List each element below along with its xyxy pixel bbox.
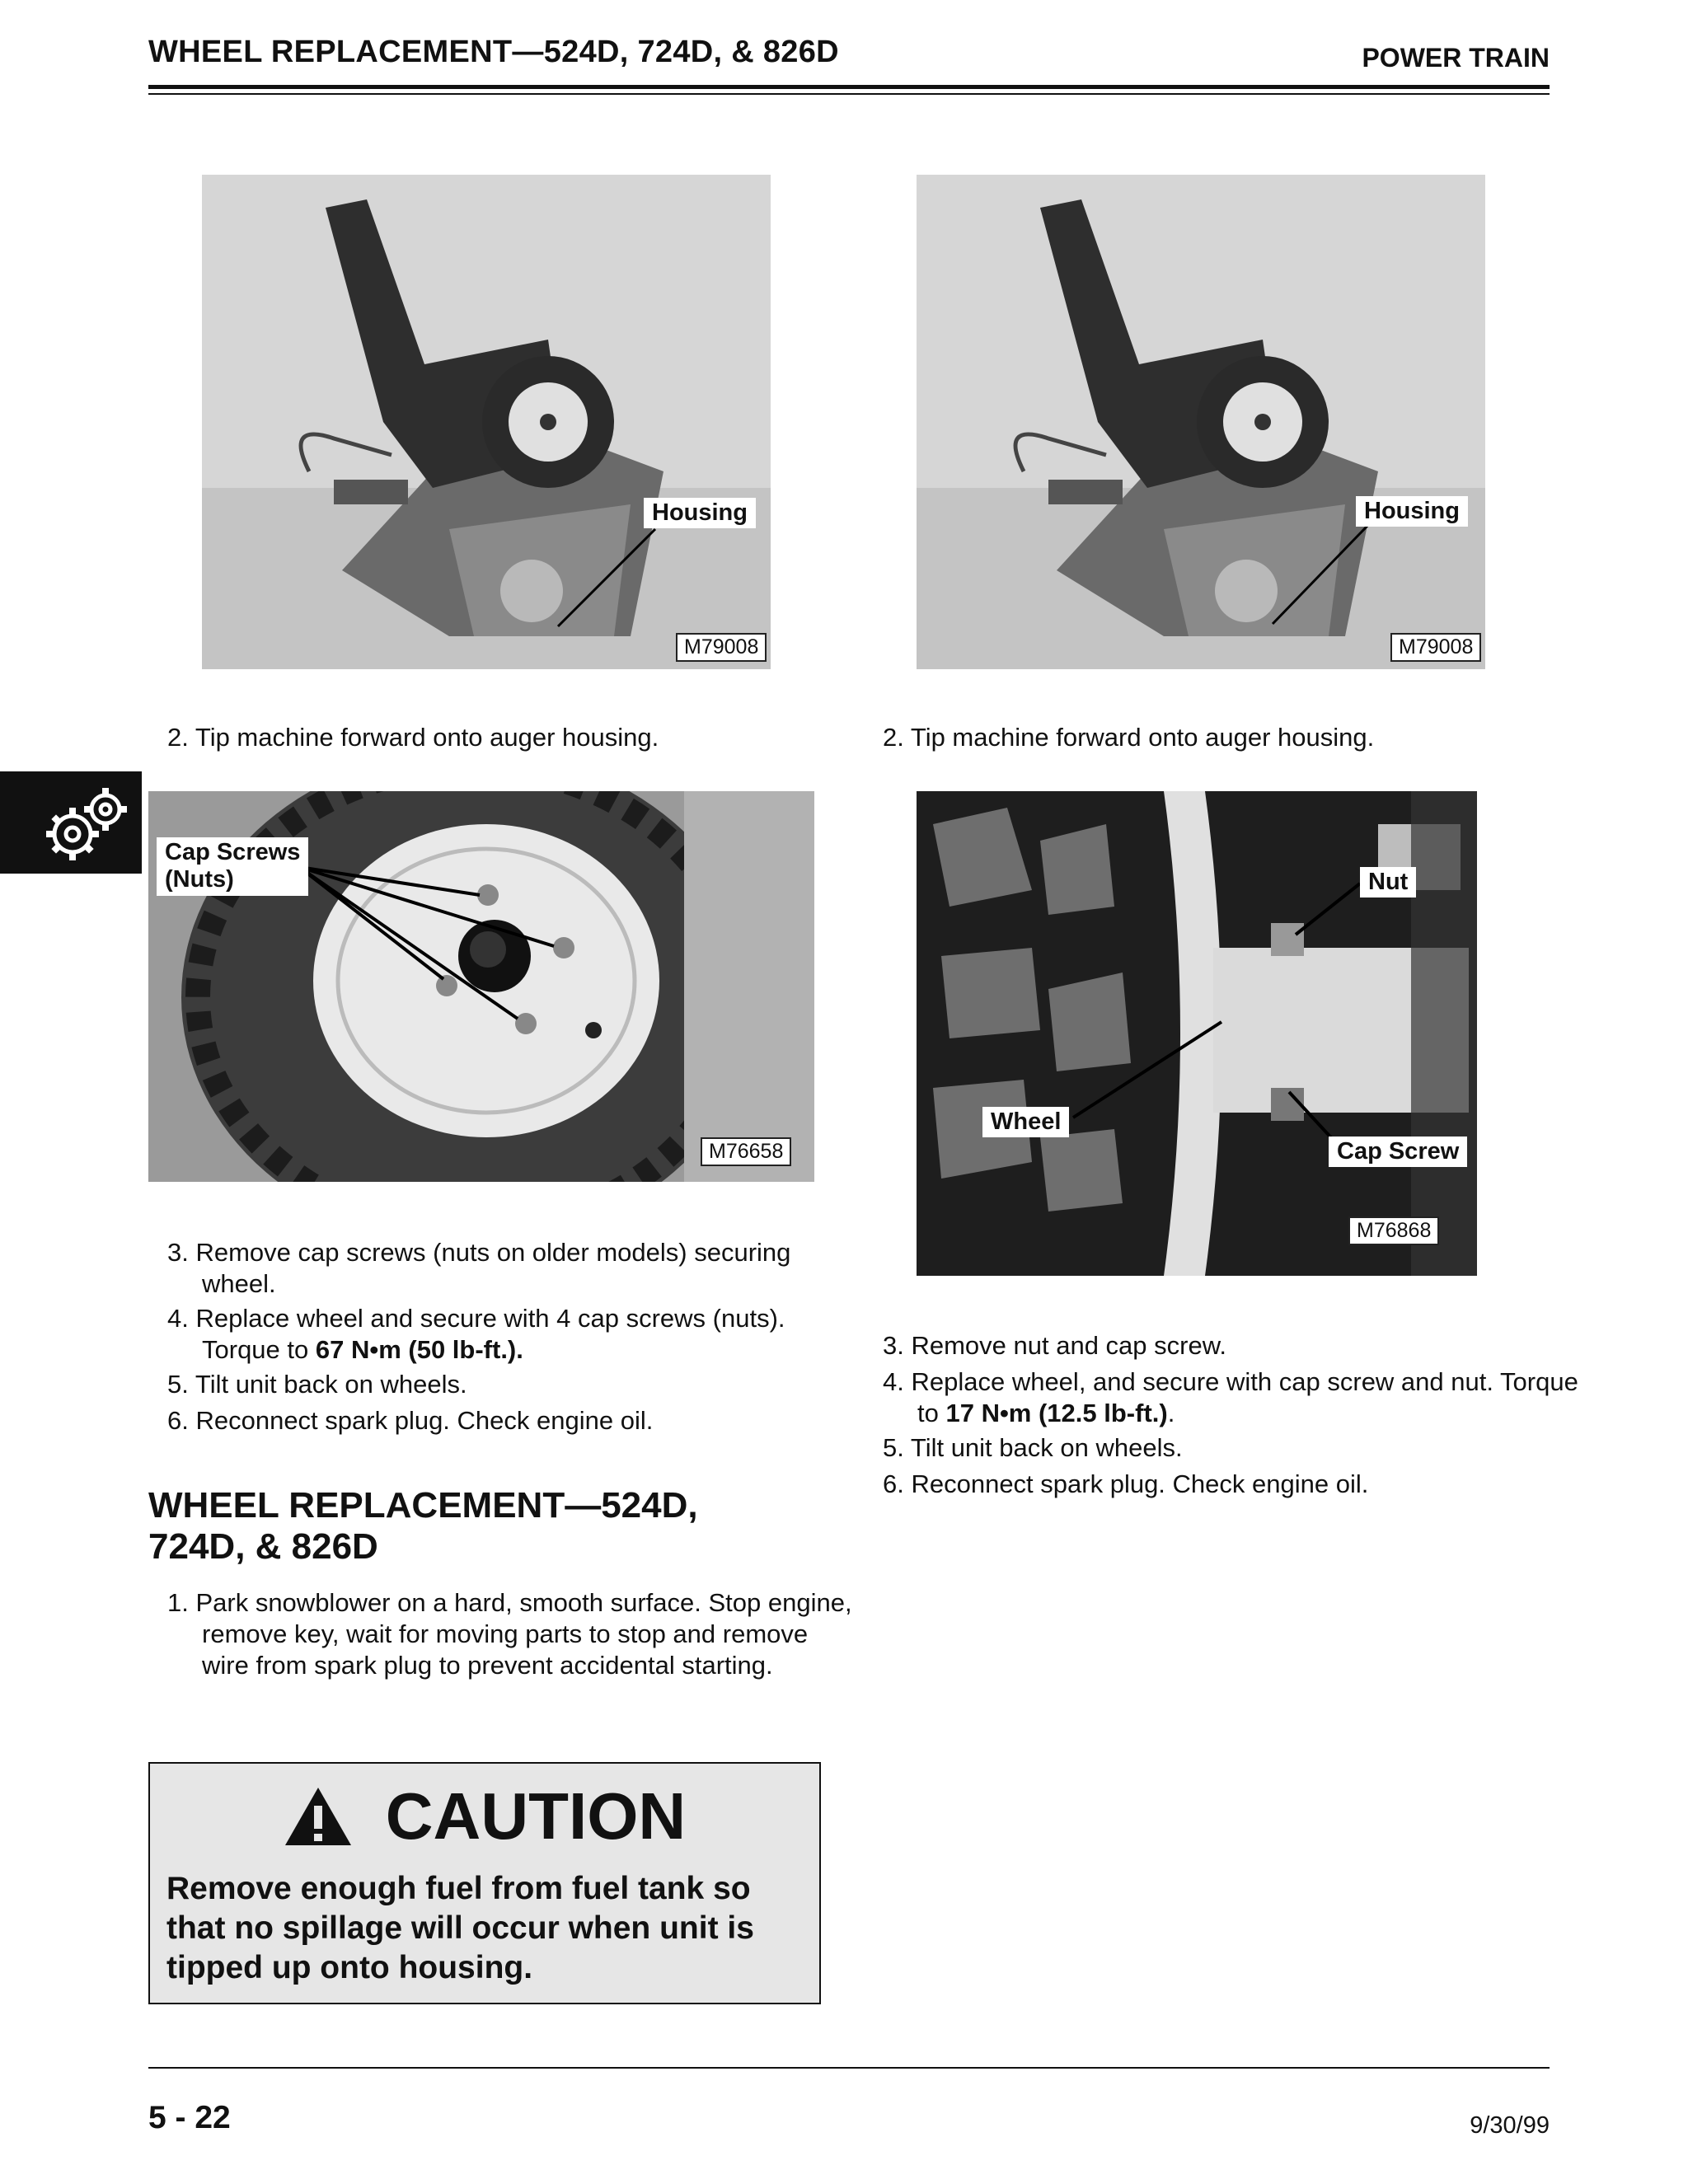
section2-step-1: 1. Park snowblower on a hard, smooth surface. Stop engine, remove key, wait for moving parts to stop and remove wire from spark plug to prevent accidental starting.	[167, 1588, 852, 1680]
page-date: 9/30/99	[1470, 2112, 1550, 2139]
left-step-6: 6. Reconnect spark plug. Check engine oil.	[167, 1406, 654, 1435]
caution-box	[148, 1762, 821, 2004]
figure-id: M79008	[1390, 633, 1481, 662]
header-rule	[148, 85, 1550, 89]
gears-icon	[0, 771, 142, 874]
section-tab	[0, 771, 142, 874]
callout-housing: Housing	[644, 498, 756, 528]
right-step-5: 5. Tilt unit back on wheels.	[883, 1433, 1183, 1462]
right-step-6: 6. Reconnect spark plug. Check engine oil.	[883, 1469, 1369, 1498]
left-step-3: 3. Remove cap screws (nuts on older models) securing wheel.	[167, 1238, 791, 1298]
photo-wheel-cap-screws	[148, 791, 814, 1182]
caution-text: Remove enough fuel from fuel tank so that no spillage will occur when unit is tipped up onto housing.	[166, 1871, 754, 1985]
figure-id: M76868	[1348, 1216, 1439, 1245]
callout-nut: Nut	[1360, 867, 1416, 898]
caution-heading: CAUTION	[150, 1774, 819, 1854]
right-step-3: 3. Remove nut and cap screw.	[883, 1331, 1227, 1360]
left-step-5: 5. Tilt unit back on wheels.	[167, 1370, 467, 1399]
figure-id: M79008	[676, 633, 767, 662]
left-step-2: 2. Tip machine forward onto auger housing.	[167, 723, 659, 752]
section-heading: WHEEL REPLACEMENT—524D, 724D, & 826D	[148, 1485, 698, 1567]
photo-wheel-nut-cap-screw	[917, 791, 1477, 1276]
left-step-4: 4. Replace wheel and secure with 4 cap screws (nuts). Torque to 67 N•m (50 lb-ft.).	[167, 1304, 785, 1364]
photo-snowblower-tipped-left	[202, 175, 771, 669]
callout-wheel: Wheel	[982, 1107, 1069, 1137]
header-rule-thin	[148, 93, 1550, 95]
figure-id: M76658	[701, 1137, 791, 1166]
page-number: 5 - 22	[148, 2100, 231, 2135]
callout-cap-screws: Cap Screws (Nuts)	[157, 837, 308, 896]
callout-housing: Housing	[1356, 496, 1468, 527]
section-title: POWER TRAIN	[1362, 43, 1550, 73]
right-step-4: 4. Replace wheel, and secure with cap screw and nut. Torque to 17 N•m (12.5 lb-ft.).	[883, 1367, 1578, 1427]
right-step-2: 2. Tip machine forward onto auger housing.	[883, 723, 1375, 752]
photo-snowblower-tipped-right	[917, 175, 1485, 669]
warning-icon	[284, 1784, 353, 1849]
callout-cap-screw: Cap Screw	[1329, 1137, 1467, 1167]
footer-rule	[148, 2067, 1550, 2069]
page-title: WHEEL REPLACEMENT—524D, 724D, & 826D	[148, 35, 839, 69]
